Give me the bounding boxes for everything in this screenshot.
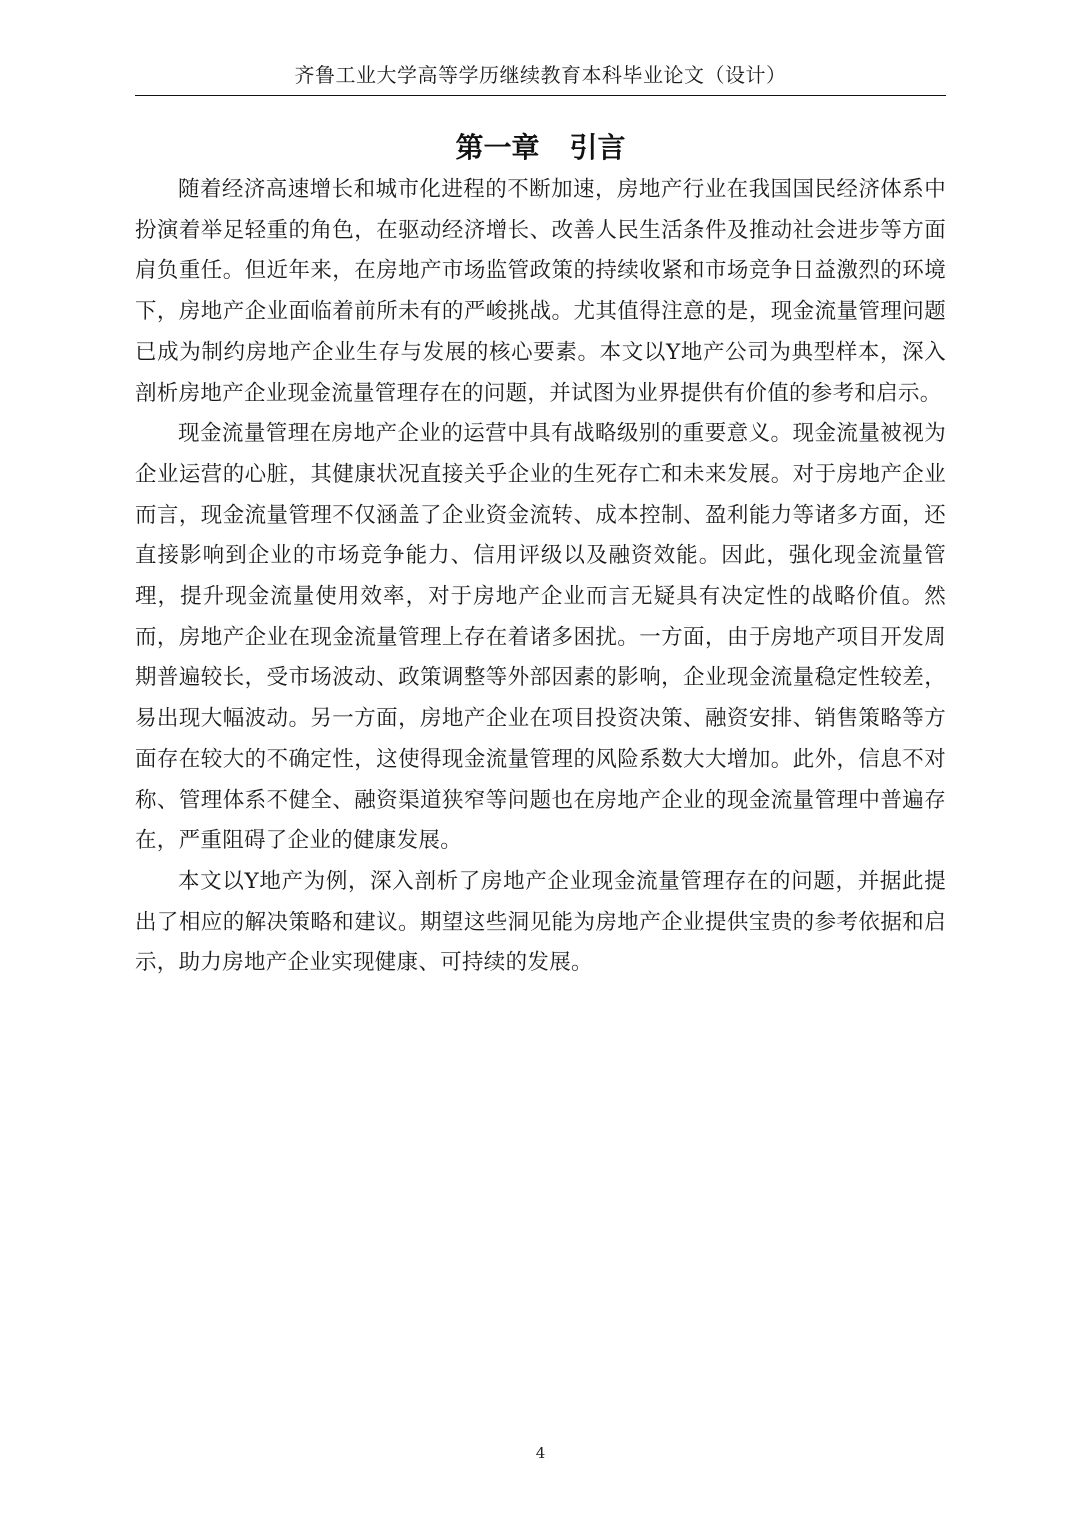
paragraph-3: 本文以Y地产为例，深入剖析了房地产企业现金流量管理存在的问题，并据此提出了相应的解决策略和建议。期望这些洞见能为房地产企业提供宝贵的参考依据和启示，助力房地产企业实现健康、可持续的发展。 <box>135 868 946 976</box>
body-text <box>135 170 946 984</box>
page-number: 4 <box>535 1444 546 1462</box>
running-header: 齐鲁工业大学高等学历继续教育本科毕业论文（设计） <box>294 63 787 87</box>
chapter-name: 引言 <box>569 131 626 164</box>
chapter-number: 第一章 <box>455 131 540 164</box>
paragraph-1: 随着经济高速增长和城市化进程的不断加速，房地产行业在我国国民经济体系中扮演着举足轻重的角色，在驱动经济增长、改善人民生活条件及推动社会进步等方面肩负重任。但近年来，在房地产市场监管政策的持续收紧和市场竞争日益激烈的环境下，房地产企业面临着前所未有的严峻挑战。尤其值得注意的是，现金流量管理问题已成为制约房地产企业生存与发展的核心要素。本文以Y地产公司为典型样本，深入剖析房地产企业现金流量管理存在的问题，并试图为业界提供有价值的参考和启示。 <box>135 177 946 406</box>
paragraph-2: 现金流量管理在房地产企业的运营中具有战略级别的重要意义。现金流量被视为企业运营的心脏，其健康状况直接关乎企业的生死存亡和未来发展。对于房地产企业而言，现金流量管理不仅涵盖了企业资金流转、成本控制、盈利能力等诸多方面，还直接影响到企业的市场竞争能力、信用评级以及融资效能。因此，强化现金流量管理，提升现金流量使用效率，对于房地产企业而言无疑具有决定性的战略价值。然而，房地产企业在现金流量管理上存在着诸多困扰。一方面，由于房地产项目开发周期普遍较长，受市场波动、政策调整等外部因素的影响，企业现金流量稳定性较差，易出现大幅波动。另一方面，房地产企业在项目投资决策、融资安排、销售策略等方面存在较大的不确定性，这使得现金流量管理的风险系数大大增加。此外，信息不对称、管理体系不健全、融资渠道狭窄等问题也在房地产企业的现金流量管理中普遍存在，严重阻碍了企业的健康发展。 <box>135 421 946 854</box>
chapter-title <box>135 127 946 169</box>
header-rule <box>135 95 946 96</box>
